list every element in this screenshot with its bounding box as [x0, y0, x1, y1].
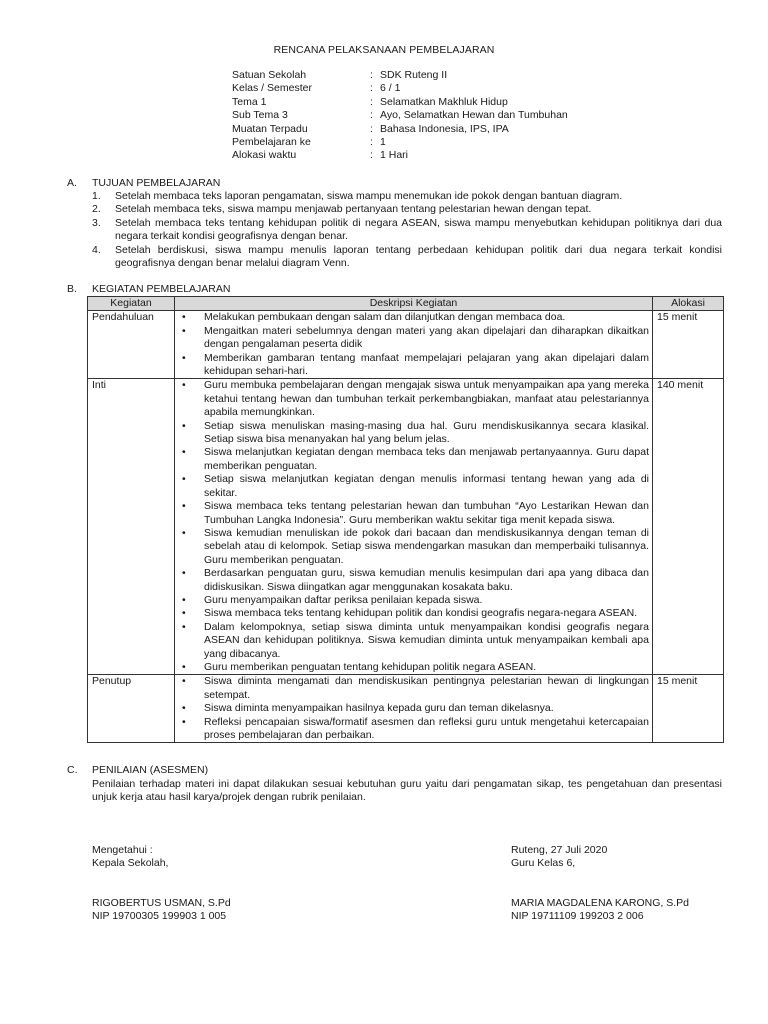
list-text: Setelah membaca teks laporan pengamatan, siswa mampu menemukan ide pokok dengan bantuan diagram.: [115, 190, 623, 202]
bullet-text: Siswa membaca teks tentang pelestarian hewan dan tumbuhan “Ayo Lestarikan Hewan dan Tumbuhan Langka Indonesia”. Guru memberikan waktu sekitar tiga menit kepada siswa.: [204, 500, 649, 526]
bullet-icon: •: [182, 660, 186, 673]
bullet-item: [178, 325, 649, 352]
info-value: 1: [380, 135, 386, 148]
list-number: 1.: [92, 190, 101, 202]
bullet-text: Memberikan gambaran tentang manfaat mempelajari pelajaran yang akan dipelajari dalam kehidupan sehari-hari.: [204, 351, 649, 378]
activity-bullet-list: [178, 311, 649, 378]
info-colon: :: [370, 135, 373, 148]
bullet-text: Guru membuka pembelajaran dengan mengajak siswa untuk menyampaikan apa yang mereka ketahui tentang hewan dan tumbuhan terkait perkembangbiakan, manfaat atau pelestariannya apabila memungkinkan.: [204, 379, 649, 419]
info-label: Tema 1: [232, 95, 267, 108]
bullet-icon: •: [182, 419, 186, 432]
info-colon: :: [370, 122, 373, 135]
info-label: Kelas / Semester: [232, 82, 312, 95]
bullet-icon: •: [182, 715, 186, 728]
bullet-item: [178, 311, 649, 324]
bullet-item: [178, 567, 649, 594]
info-colon: :: [370, 109, 373, 122]
info-row: [232, 96, 568, 109]
info-value: Bahasa Indonesia, IPS, IPA: [380, 122, 509, 135]
info-colon: :: [370, 95, 373, 108]
activities-table: [87, 296, 724, 743]
bullet-item: [178, 420, 649, 447]
activity-name-cell: Pendahuluan: [88, 311, 175, 379]
list-number: 3.: [92, 216, 101, 229]
bullet-text: Siswa kemudian menuliskan ide pokok dari bacaan dan mendiskusikannya dengan teman di sebelah atau di kelompok. Setiap siswa mendengarkan masukan dan memperbaiki tulisannya. Guru memberikan penguatan.: [204, 526, 649, 566]
bullet-icon: •: [182, 526, 186, 539]
info-value: SDK Ruteng II: [380, 69, 448, 81]
time-allocation-cell: 140 menit: [653, 379, 724, 675]
bullet-item: [178, 594, 649, 607]
bullet-text: Guru memberikan penguatan tentang kehidupan politik negara ASEAN.: [204, 660, 537, 673]
bullet-icon: •: [182, 311, 186, 324]
bullet-item: [178, 621, 649, 661]
bullet-item: [178, 500, 649, 527]
info-colon: :: [370, 149, 373, 162]
bullet-text: Dalam kelompoknya, setiap siswa diminta untuk menyampaikan kondisi geografis negara ASEAN dan kehidupan politiknya. Siswa kemudian diminta untuk menyampaikan kembali apa yang dibacanya.: [204, 620, 649, 660]
bullet-icon: •: [182, 379, 186, 392]
info-row: [232, 82, 568, 95]
info-value: Selamatkan Makhluk Hidup: [380, 95, 508, 108]
bullet-text: Berdasarkan penguatan guru, siswa kemudian menulis kesimpulan dari apa yang dibaca dan didiskusikan. Siswa diingatkan agar menggunakan kosakata baku.: [204, 567, 649, 593]
section-a-letter: A.: [67, 177, 77, 189]
section-c-letter: C.: [67, 764, 78, 776]
section-c-heading: [67, 764, 208, 777]
list-number: 2.: [92, 203, 101, 216]
section-b-title: KEGIATAN PEMBELAJARAN: [92, 283, 231, 295]
identity-table: [232, 69, 568, 163]
info-row: [232, 69, 568, 82]
bullet-icon: •: [182, 593, 186, 606]
bullet-text: Setiap siswa menuliskan masing-masing dua hal. Guru mendiskusikannya secara klasikal. Setiap siswa bisa menanyakan hal yang belum jelas.: [204, 419, 649, 446]
section-c-title: PENILAIAN (ASESMEN): [92, 764, 209, 776]
bullet-icon: •: [182, 324, 186, 337]
bullet-text: Guru menyampaikan daftar periksa penilaian kepada siswa.: [204, 593, 483, 606]
bullet-icon: •: [182, 500, 186, 513]
info-colon: :: [370, 69, 373, 81]
info-label: Alokasi waktu: [232, 149, 297, 162]
info-row: [232, 149, 568, 162]
list-text: Setelah berdiskusi, siswa mampu menulis laporan tentang perbedaan kehidupan politik dari dua negara terkait kondisi geografisnya dengan benar melalui diagram Venn.: [115, 243, 722, 270]
bullet-text: Refleksi pencapaian siswa/formatif asesmen dan refleksi guru untuk mengetahui ketercapaian proses pembelajaran dan perbaikan.: [204, 715, 649, 741]
info-value: Ayo, Selamatkan Hewan dan Tumbuhan: [380, 109, 568, 122]
info-value: 6 / 1: [380, 82, 401, 95]
signature-right-name: MARIA MAGDALENA KARONG, S.Pd: [511, 897, 689, 909]
bullet-text: Siswa membaca teks tentang kehidupan politik dan kondisi geografis negara-negara ASEAN.: [204, 607, 638, 620]
signature-right-line2: Guru Kelas 6,: [511, 857, 576, 869]
signature-left-line1: Mengetahui :: [92, 844, 153, 856]
list-number: 4.: [92, 243, 101, 256]
info-row: [232, 123, 568, 136]
bullet-text: Siswa diminta mengamati dan mendiskusikan pentingnya pelestarian hewan di lingkungan setempat.: [204, 675, 649, 701]
list-item: [92, 190, 722, 203]
objectives-list: [92, 190, 722, 270]
bullet-item: [178, 446, 649, 473]
info-label: Sub Tema 3: [232, 109, 288, 122]
info-value: 1 Hari: [380, 149, 409, 162]
list-item: [92, 244, 722, 271]
signature-right-line1: Ruteng, 27 Juli 2020: [511, 844, 608, 856]
info-label: Muatan Terpadu: [232, 122, 308, 135]
activity-description-cell: [175, 675, 653, 743]
page-title: RENCANA PELAKSANAAN PEMBELAJARAN: [273, 44, 495, 56]
list-item: [92, 217, 722, 244]
activity-name-cell: Inti: [88, 379, 175, 675]
bullet-item: [178, 352, 649, 379]
section-b-heading: [67, 283, 230, 296]
table-header-row: [88, 297, 724, 311]
column-header: Deskripsi Kegiatan: [175, 297, 653, 311]
column-header: Kegiatan: [88, 297, 175, 311]
info-colon: :: [370, 82, 373, 95]
table-row: [88, 379, 724, 675]
signature-left-name: RIGOBERTUS USMAN, S.Pd: [92, 897, 231, 909]
bullet-text: Setiap siswa melanjutkan kegiatan dengan menulis informasi tentang hewan yang ada di sekitar.: [204, 473, 649, 499]
signature-left-nip: NIP 19700305 199903 1 005: [92, 910, 227, 922]
bullet-text: Mengaitkan materi sebelumnya dengan materi yang akan dipelajari dan diharapkan dikaitkan dengan pengalaman peserta didik: [204, 324, 649, 351]
column-header: Alokasi: [653, 297, 724, 311]
assessment-text: Penilaian terhadap materi ini dapat dilakukan sesuai kebutuhan guru yaitu dari pengamatan sikap, tes pengetahuan dan presentasi unjuk kerja atau hasil karya/projek dengan rubrik penilaian.: [92, 778, 722, 804]
activity-bullet-list: [178, 379, 649, 674]
bullet-item: [178, 661, 649, 674]
bullet-icon: •: [182, 675, 186, 688]
bullet-item: [178, 473, 649, 500]
bullet-item: [178, 527, 649, 567]
signature-right-nip: NIP 19711109 199203 2 006: [511, 910, 644, 922]
info-row: [232, 109, 568, 122]
bullet-icon: •: [182, 446, 186, 459]
section-a-heading: [67, 177, 220, 190]
bullet-icon: •: [182, 620, 186, 633]
activity-bullet-list: [178, 675, 649, 742]
signature-left-line2: Kepala Sekolah,: [92, 857, 169, 869]
section-b-letter: B.: [67, 283, 77, 295]
bullet-text: Siswa melanjutkan kegiatan dengan membaca teks dan menjawab pertanyaannya. Guru dapat memberikan penguatan.: [204, 446, 649, 472]
activity-description-cell: [175, 379, 653, 675]
section-a-title: TUJUAN PEMBELAJARAN: [92, 177, 221, 189]
activity-name-cell: Penutup: [88, 675, 175, 743]
bullet-item: [178, 702, 649, 715]
info-row: [232, 136, 568, 149]
bullet-icon: •: [182, 702, 186, 715]
bullet-text: Melakukan pembukaan dengan salam dan dilanjutkan dengan membaca doa.: [204, 311, 566, 324]
bullet-item: [178, 675, 649, 702]
bullet-icon: •: [182, 607, 186, 620]
table-row: [88, 311, 724, 379]
bullet-icon: •: [182, 567, 186, 580]
bullet-item: [178, 716, 649, 743]
bullet-icon: •: [182, 351, 186, 364]
activity-description-cell: [175, 311, 653, 379]
bullet-text: Siswa diminta menyampaikan hasilnya kepada guru dan teman dikelasnya.: [204, 702, 554, 715]
info-label: Satuan Sekolah: [232, 69, 307, 81]
bullet-icon: •: [182, 473, 186, 486]
list-text: Setelah membaca teks, siswa mampu menjawab pertanyaan tentang pelestarian hewan dengan tepat.: [115, 203, 592, 216]
list-item: [92, 203, 722, 216]
list-text: Setelah membaca teks tentang kehidupan politik di negara ASEAN, siswa mampu menyebutkan kehidupan politiknya dari dua negara terkait kondisi geografisnya dengan benar.: [115, 216, 722, 243]
info-label: Pembelajaran ke: [232, 135, 311, 148]
bullet-item: [178, 607, 649, 620]
table-row: [88, 675, 724, 743]
bullet-item: [178, 379, 649, 419]
time-allocation-cell: 15 menit: [653, 311, 724, 379]
time-allocation-cell: 15 menit: [653, 675, 724, 743]
